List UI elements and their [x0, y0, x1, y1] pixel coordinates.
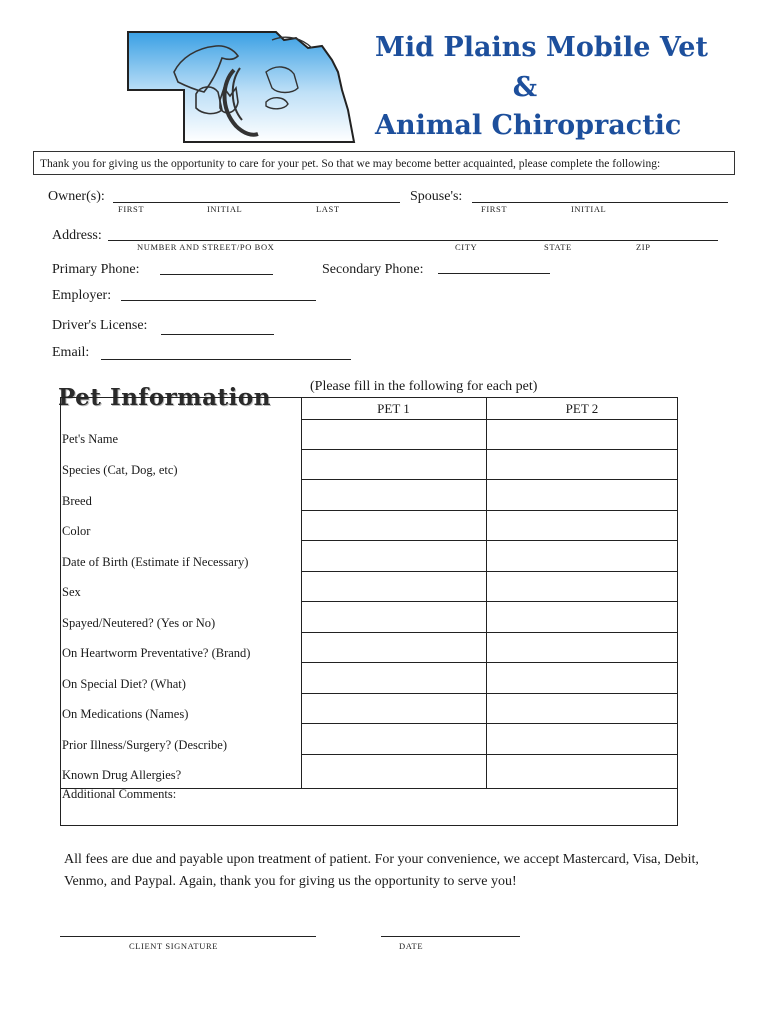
additional-comments-field[interactable] [61, 789, 677, 825]
secondary-phone-field[interactable] [438, 273, 550, 274]
address-sub-street: NUMBER AND STREET/PO BOX [137, 242, 275, 252]
row-label-sex: Sex [62, 585, 81, 599]
pet-table-col-divider-2 [486, 398, 487, 788]
drivers-license-field[interactable] [161, 334, 274, 335]
spouse-name-field[interactable] [472, 202, 728, 203]
address-sub-zip: ZIP [636, 242, 651, 252]
date-field[interactable] [381, 936, 520, 937]
row-label-spayed-neutered: Spayed/Neutered? (Yes or No) [62, 616, 216, 630]
owner-sub-last: LAST [316, 204, 340, 214]
row-label-pets-name: Pet's Name [62, 432, 119, 446]
pet1-column-header: PET 1 [377, 401, 410, 416]
employer-field[interactable] [121, 300, 316, 301]
row-label-drug-allergies: Known Drug Allergies? [62, 768, 182, 782]
additional-comments-label: Additional Comments: [62, 787, 177, 801]
row-label-special-diet: On Special Diet? (What) [62, 677, 186, 691]
row-label-color: Color [62, 524, 91, 538]
address-sub-state: STATE [544, 242, 572, 252]
intro-text: Thank you for giving us the opportunity to care for your pet. So that we may become better acquainted, please complete the following: [33, 151, 735, 175]
pet-table-col-divider-1 [301, 398, 302, 788]
clinic-name-line2: Animal Chiropractic [375, 110, 682, 141]
owner-label: Owner(s): [48, 189, 105, 204]
employer-label: Employer: [52, 288, 112, 303]
pet2-name-cell[interactable] [487, 420, 677, 449]
address-field[interactable] [108, 240, 718, 241]
address-sub-city: CITY [455, 242, 478, 252]
drivers-license-label: Driver's License: [52, 318, 148, 333]
pet-info-table [60, 397, 678, 826]
pet1-name-cell[interactable] [302, 420, 485, 449]
row-label-heartworm: On Heartworm Preventative? (Brand) [62, 646, 251, 660]
row-label-species: Species (Cat, Dog, etc) [62, 463, 178, 477]
owner-sub-initial: INITIAL [207, 204, 243, 214]
spouse-sub-initial: INITIAL [571, 204, 607, 214]
address-label: Address: [52, 228, 102, 243]
pet2-column-header: PET 2 [565, 401, 599, 416]
primary-phone-field[interactable] [160, 274, 273, 275]
row-label-medications: On Medications (Names) [62, 707, 189, 721]
pet-information-heading: Pet Information [58, 384, 271, 411]
row-label-breed: Breed [62, 494, 92, 508]
nebraska-animals-logo-icon [126, 30, 356, 145]
spouse-sub-first: FIRST [481, 204, 508, 214]
date-label: DATE [399, 941, 424, 951]
clinic-name-ampersand: & [512, 72, 538, 103]
client-signature-field[interactable] [60, 936, 316, 937]
email-field[interactable] [101, 359, 351, 360]
spouse-label: Spouse's: [410, 189, 463, 204]
pet-info-note: (Please fill in the following for each pet) [310, 379, 538, 394]
clinic-name-line1: Mid Plains Mobile Vet [375, 32, 708, 63]
payment-terms-text: All fees are due and payable upon treatment of patient. For your convenience, we accept Mastercard, Visa, Debit, Venmo, and Paypal. Again, thank you for giving us the opportunity to serve you! [64, 852, 699, 889]
client-signature-label: CLIENT SIGNATURE [129, 941, 219, 951]
row-label-date-of-birth: Date of Birth (Estimate if Necessary) [62, 555, 249, 569]
email-label: Email: [52, 345, 90, 360]
primary-phone-label: Primary Phone: [52, 262, 140, 277]
owner-name-field[interactable] [113, 202, 400, 203]
row-label-prior-illness: Prior Illness/Surgery? (Describe) [62, 738, 228, 752]
secondary-phone-label: Secondary Phone: [322, 262, 424, 277]
owner-sub-first: FIRST [118, 204, 145, 214]
